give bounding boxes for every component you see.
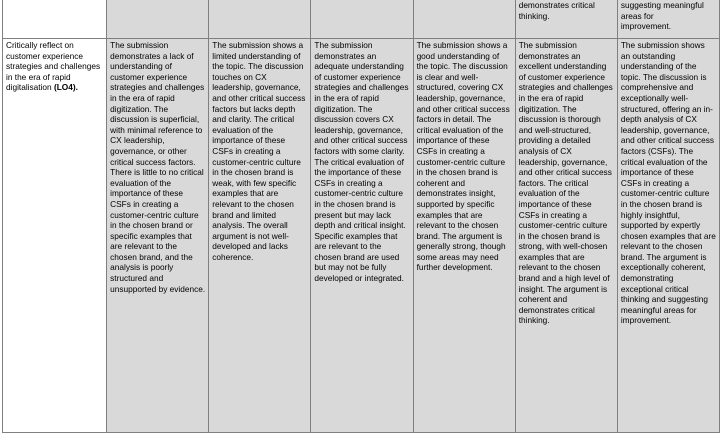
- table-cell: [413, 0, 515, 39]
- table-cell: [311, 0, 413, 39]
- level-cell-1: The submission demonstrates a lack of understanding of customer experience strategies and challenges in the era of rapid digitization. The discussion is superficial, with minimal reference to CX leadership, governance, or other critical success factors. There is little to no critical evaluation of the importance of these CSFs in creating a customer-centric culture in the chosen brand or specific examples that are relevant to the chosen brand, and the analysis is poorly structured and unsupported by evidence.: [107, 39, 209, 433]
- cell-text: suggesting meaningful: [620, 0, 704, 10]
- level-cell-5: The submission demonstrates an excellent understanding of customer experience strategies and challenges in the era of rapid digitization. The discussion is thorough and well-structured, providing a detailed analysis of CX leadership, governance, and other critical success factors. The critical evaluation of the importance of these CSFs in creating a customer-centric culture in the chosen brand is strong, with well-chosen examples that are relevant to the chosen brand and a high level of insight. The argument is coherent and demonstrates critical thinking.: [515, 39, 617, 433]
- level-cell-3: The submission demonstrates an adequate understanding of customer experience strategies and challenges in the era of rapid digitization. The discussion covers CX leadership, governance, and other critical success factors with some clarity. The critical evaluation of the importance of these CSFs in creating a customer-centric culture in the chosen brand is present but may lack depth and critical insight. Specific examples that are relevant to the chosen brand are used but may not be fully developed or integrated.: [311, 39, 413, 433]
- table-cell: [209, 0, 311, 39]
- level-cell-6: The submission shows an outstanding understanding of the topic. The discussion is comprehensive and exceptionally well-structured, offering an in-depth analysis of CX leadership, governance, and other critical success factors (CSFs). The critical evaluation of the importance of these CSFs in creating a customer-centric culture in the chosen brand is highly insightful, supported by expertly chosen examples that are relevant to the chosen brand. The argument is exceptionally coherent, demonstrating exceptional critical thinking and suggesting meaningful areas for improvement.: [617, 39, 719, 433]
- level-cell-4: The submission shows a good understanding of the topic. The discussion is clear and well-structured, covering CX leadership, governance, and other critical success factors in detail. The critical evaluation of the importance of these CSFs in creating a customer-centric culture in the chosen brand is coherent and demonstrates insight, supported by specific examples that are relevant to the chosen brand. The argument is generally strong, though some areas may need further development.: [413, 39, 515, 433]
- level-cell-2: The submission shows a limited understanding of the topic. The discussion touches on CX leadership, governance, and other critical success factors but lacks depth and clarity. The critical evaluation of the importance of these CSFs in creating a customer-centric culture in the chosen brand is weak, with few specific examples that are relevant to the chosen brand and limited analysis. The overall argument is not well-developed and lacks coherence.: [209, 39, 311, 433]
- rubric-table: [2, 0, 720, 433]
- table-row: [3, 39, 720, 433]
- table-cell: [3, 0, 107, 39]
- cell-text: demonstrates critical: [518, 0, 595, 10]
- criterion-text: Critically reflect on customer experience strategies and challenges in the era of rapid digitalisation: [6, 40, 101, 93]
- learning-outcome: (LO4).: [53, 82, 78, 93]
- cell-text: thinking.: [518, 10, 550, 21]
- criterion-cell: [3, 39, 107, 433]
- table-row: [3, 0, 720, 39]
- cell-text: areas for: [620, 10, 654, 21]
- table-cell: [515, 0, 617, 39]
- cell-text: improvement.: [620, 21, 672, 32]
- table-cell: [107, 0, 209, 39]
- table-cell: [617, 0, 719, 39]
